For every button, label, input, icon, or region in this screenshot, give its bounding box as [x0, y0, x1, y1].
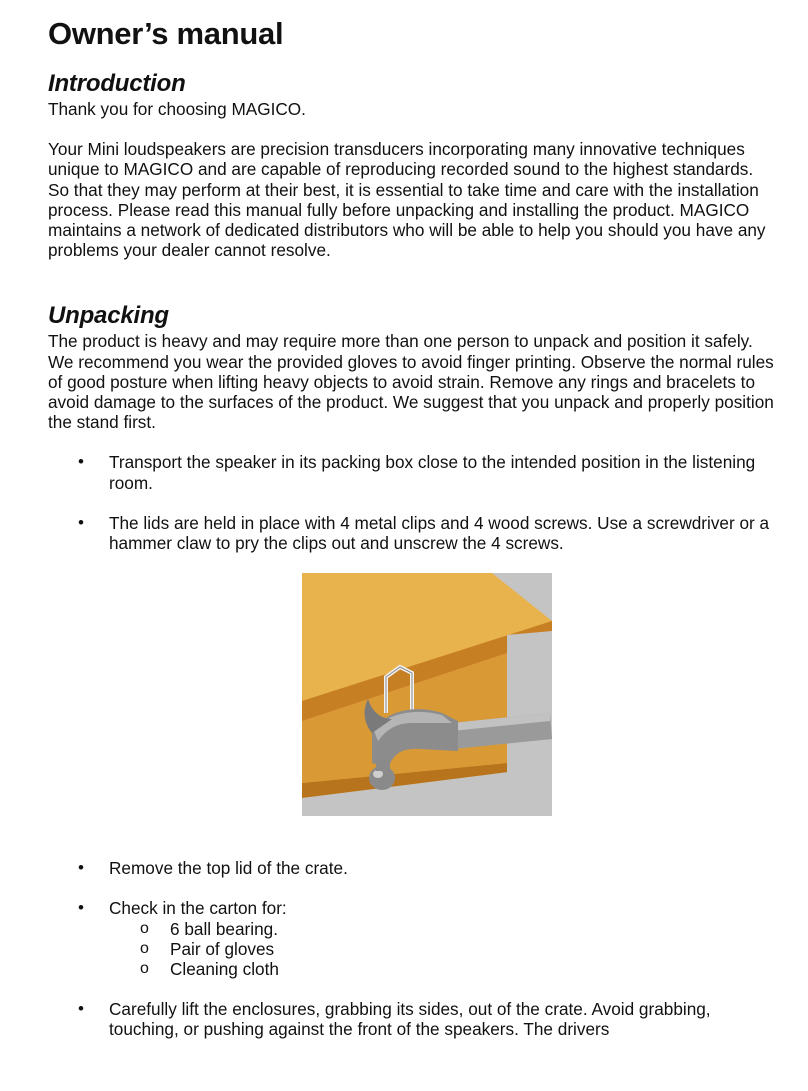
- sub-list-item: [109, 939, 778, 959]
- bullet-icon: •: [78, 898, 84, 918]
- list-item: [48, 898, 778, 979]
- list-item: [48, 999, 778, 1039]
- introduction-body: Your Mini loudspeakers are precision transducers incorporating many innovative techniques unique to MAGICO and are capable of reproducing recorded sound to the highest standards. So that they may perform at their best, it is essential to take time and care with the installation process. Please read this manual fully before unpacking and installing the product. MAGICO maintains a network of dedicated distributors who will be able to help you should you have any problems your dealer cannot resolve.: [48, 139, 766, 261]
- list-item: [48, 452, 778, 492]
- introduction-heading: Introduction: [48, 70, 186, 97]
- hammer-prying-clip-icon: [302, 573, 552, 816]
- hammer-face-highlight: [373, 770, 383, 778]
- bullet-icon: •: [78, 452, 84, 472]
- bullet-icon: •: [78, 999, 84, 1019]
- unpacking-heading: Unpacking: [48, 302, 169, 330]
- hammer-crate-illustration: [302, 573, 552, 816]
- list-item: [48, 858, 778, 878]
- list-item-text: Carefully lift the enclosures, grabbing its sides, out of the crate. Avoid grabbing, touching, or pushing against the front of the speakers. The drivers: [109, 999, 711, 1040]
- bullet-icon: •: [78, 512, 84, 532]
- list-item-text: Check in the carton for:: [109, 898, 287, 919]
- list-item-text: Remove the top lid of the crate.: [109, 858, 348, 879]
- list-item-text: The lids are held in place with 4 metal clips and 4 wood screws. Use a screwdriver or a hammer claw to pry the clips out and unscrew the 4 screws.: [109, 512, 770, 554]
- bullet-icon: •: [78, 858, 84, 878]
- sub-list-item: [109, 959, 778, 979]
- list-item-text: Transport the speaker in its packing box close to the intended position in the listening room.: [109, 452, 756, 493]
- sub-list-item: [109, 919, 778, 939]
- circle-bullet-icon: o: [140, 939, 149, 957]
- unpacking-body: The product is heavy and may require more than one person to unpack and position it safely. We recommend you wear the provided gloves to avoid finger printing. Observe the normal rules of good posture when lifting heavy objects to avoid strain. Remove any rings and bracelets to avoid damage to the surfaces of the product. We suggest that you unpack and properly position the stand first.: [48, 331, 774, 433]
- list-item: [48, 513, 778, 553]
- page-title: Owner’s manual: [48, 16, 284, 51]
- circle-bullet-icon: o: [140, 919, 149, 937]
- sub-list-item-text: 6 ball bearing.: [170, 918, 278, 939]
- circle-bullet-icon: o: [140, 960, 149, 978]
- sub-list-item-text: Pair of gloves: [170, 938, 275, 959]
- unpacking-steps-list: [48, 452, 778, 553]
- sub-list-item-text: Cleaning cloth: [170, 959, 279, 980]
- manual-page: [48, 14, 778, 1040]
- hammer-neck: [376, 759, 390, 771]
- carton-contents-list: [109, 919, 778, 980]
- introduction-thanks: Thank you for choosing MAGICO.: [48, 99, 306, 119]
- unpacking-steps-list-continued: [48, 858, 778, 1039]
